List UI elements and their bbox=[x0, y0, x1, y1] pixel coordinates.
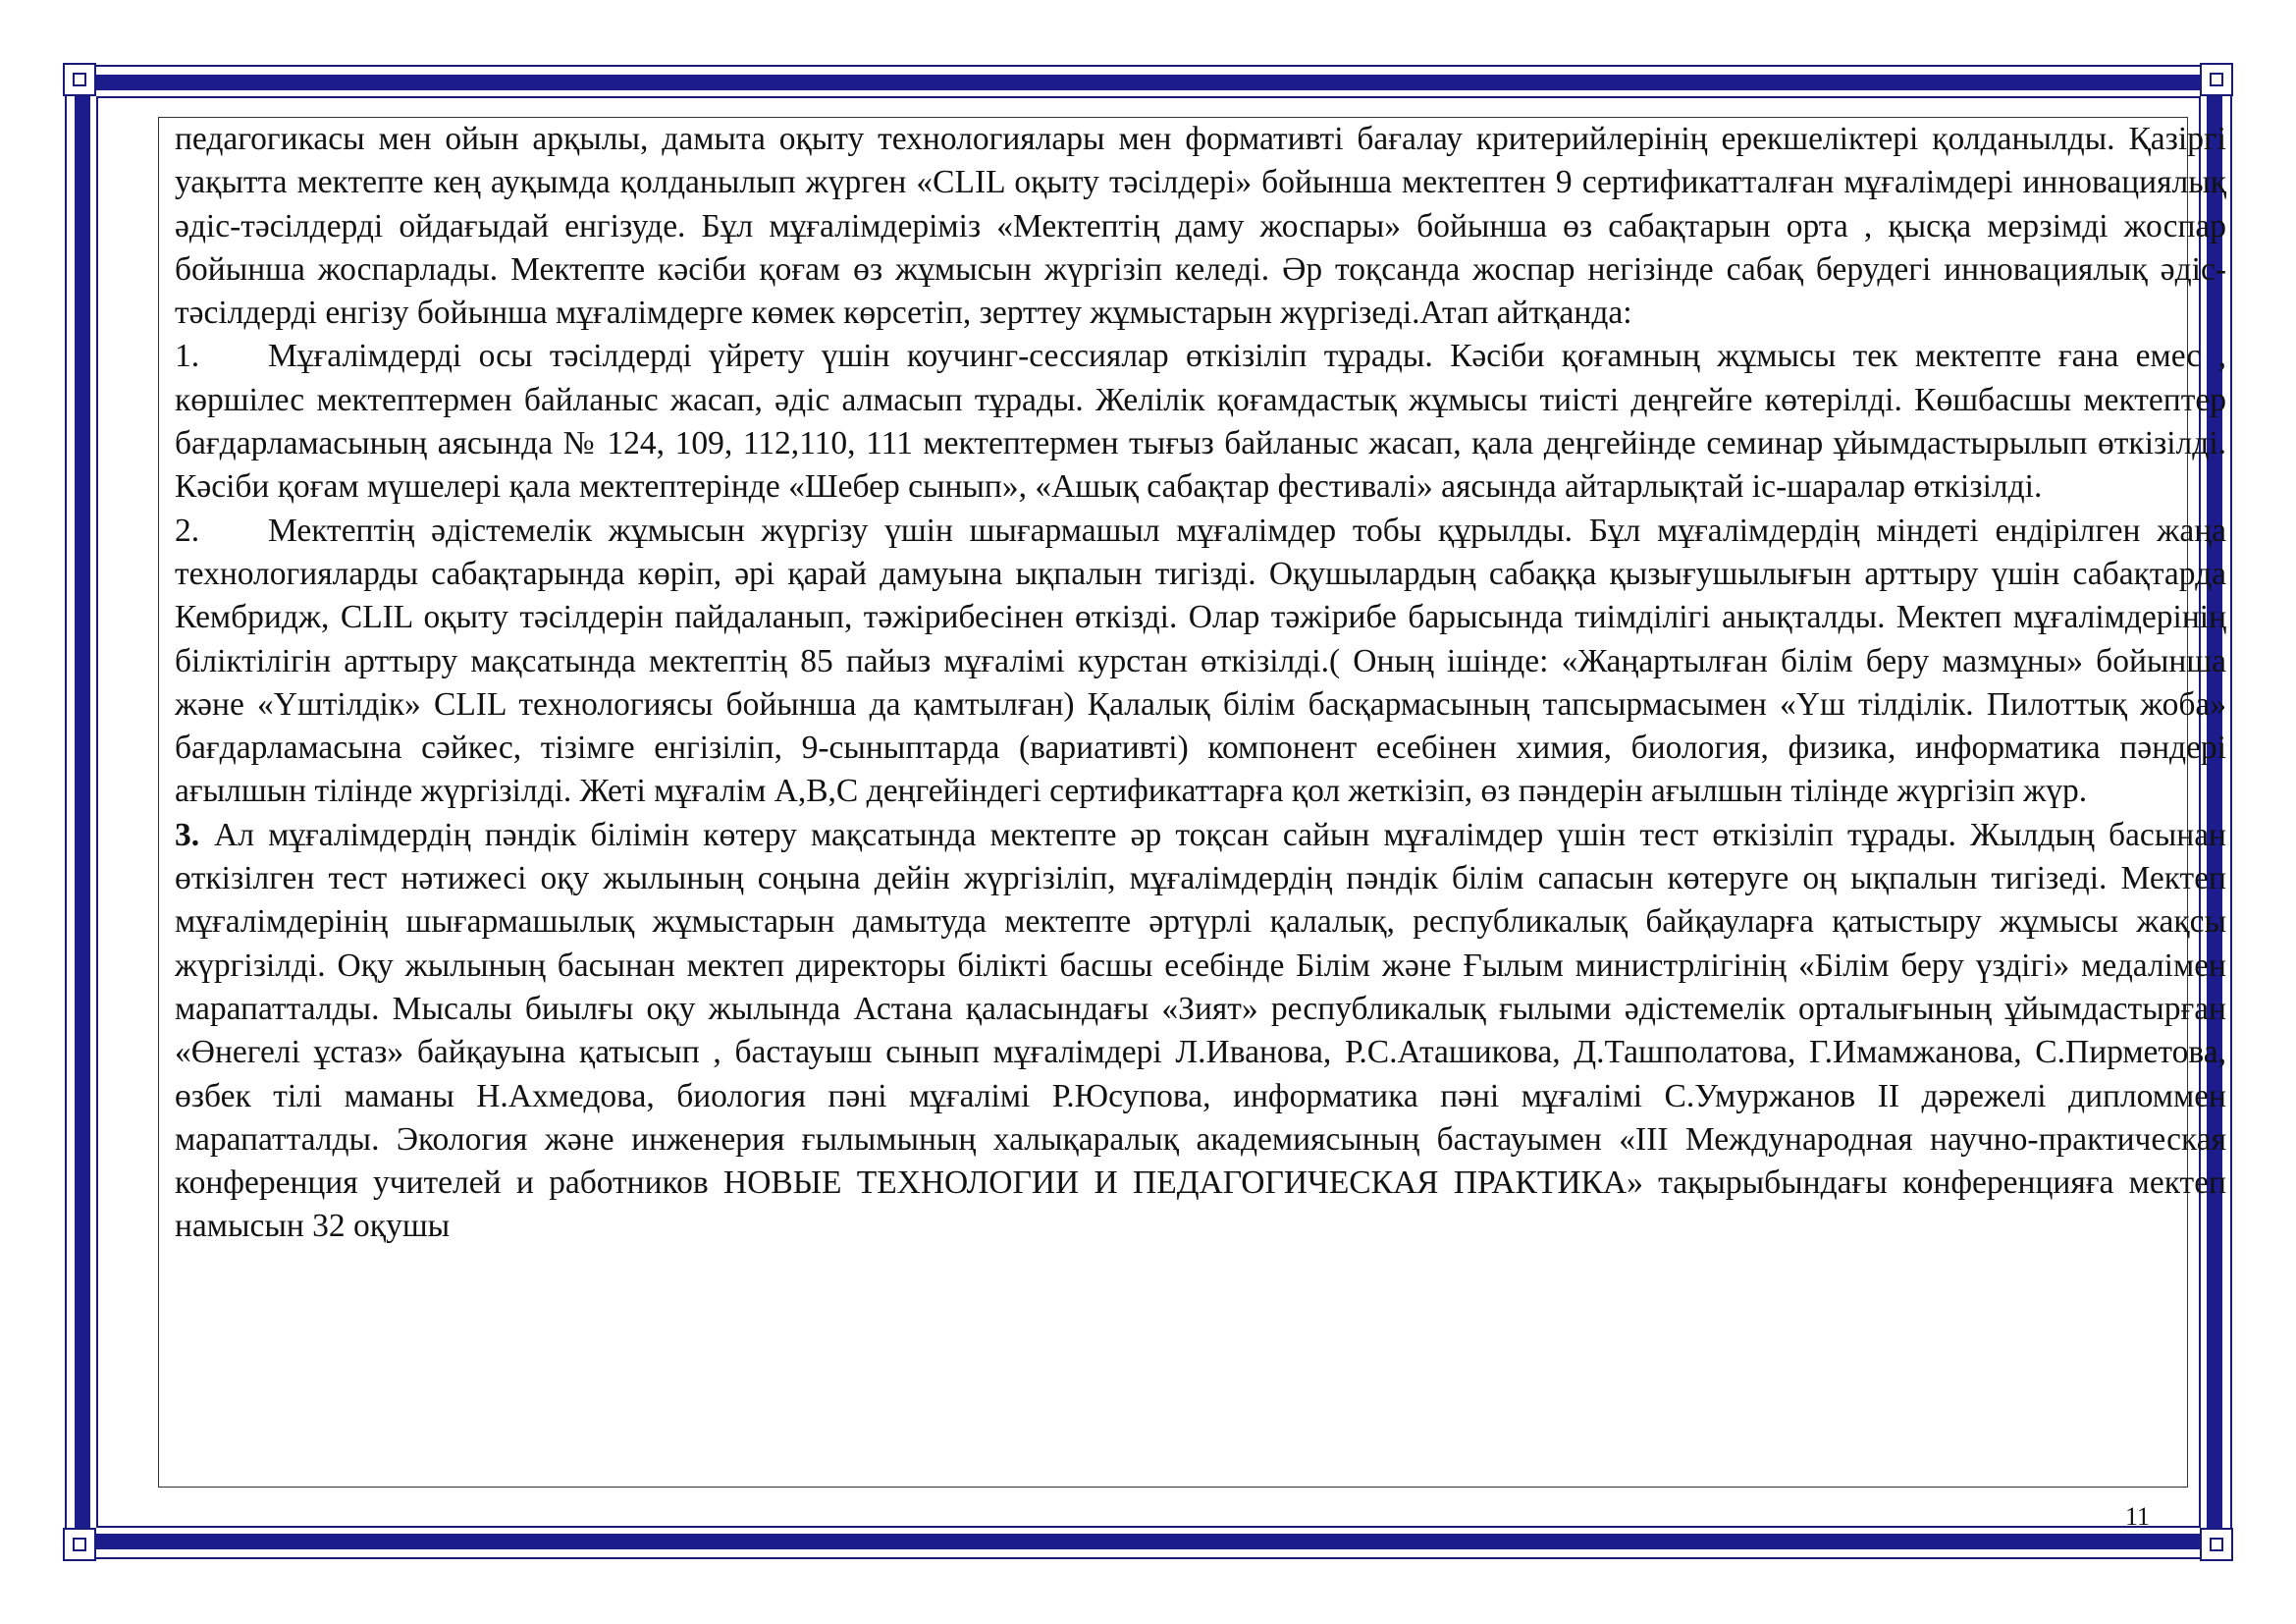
list-number-2: 2. bbox=[175, 512, 200, 549]
document-body bbox=[175, 118, 2226, 1249]
frame-corner-ornament bbox=[2200, 1528, 2233, 1561]
list-item-3 bbox=[175, 814, 2226, 1249]
frame-corner-ornament bbox=[63, 63, 96, 96]
list-item-2 bbox=[175, 510, 2226, 814]
list-item-1 bbox=[175, 335, 2226, 509]
list-text-1: Мұғалімдерді осы тәсілдерді үйрету үшін коучинг-сессиялар өткізіліп тұрады. Кәсіби қоғамның жұмысы тек мектепте ғана емес , көршілес мектептермен байланыс жасап, әдіс алмасып тұрады. Желілік қоғамдастық жұмысы тиісті деңгейге көтерілді. Көшбасшы мектептер бағдарламасының аясында № 124, 109, 112,110, 111 мектептермен тығыз байланыс жасап, қала деңгейінде семинар ұйымдастырылып өткізілді. Кәсіби қоғам мүшелері қала мектептерінде «Шебер сынып», «Ашық сабақтар фестивалі» аясында айтарлықтай іс-шаралар өткізілді. bbox=[175, 338, 2226, 506]
list-text-3: Ал мұғалімдердің пәндік білімін көтеру мақсатында мектепте әр тоқсан сайын мұғалімдер үшін тест өткізіліп тұрады. Жылдың басынан өткізілген тест нәтижесі оқу жылының соңына дейін жүргізіліп, мұғалімдердің пәндік білім сапасын көтеруге оң ықпалын тигізеді. Мектеп мұғалімдерінің шығармашылық жұмыстарын дамытуда мектепте әртүрлі қалалық, республикалық байқауларға қатыстыру жұмысы жақсы жүргізілді. Оқу жылының басынан мектеп директоры білікті басшы есебінде Білім және Ғылым министрлігінің «Білім беру үздігі» медалімен марапатталды. Мысалы биылғы оқу жылында Астана қаласындағы «Зият» республикалық ғылыми әдістемелік орталығының ұйымдастырған «Өнегелі ұстаз» байқауына қатысып , бастауыш сынып мұғалімдері Л.Иванова, Р.С.Аташикова, Д.Ташполатова, Г.Имамжанова, С.Пирметова, өзбек тілі маманы Н.Ахмедова, биология пәні мұғалімі Р.Юсупова, информатика пәні мұғалімі С.Умуржанов ІІ дәрежелі дипломмен марапатталды. Экология және инженерия ғылымының халықаралық академиясының бастауымен «III Международная научно-практическая конференция учителей и работников НОВЫЕ ТЕХНОЛОГИИ И ПЕДАГОГИЧЕСКАЯ ПРАКТИКА» тақырыбындағы конференцияға мектеп намысын 32 оқушы bbox=[175, 816, 2226, 1245]
intro-paragraph: педагогикасы мен ойын арқылы, дамыта оқыту технологиялары мен формативті бағалау критерийлерінің ерекшеліктері қолданылды. Қазіргі уақытта мектепте кең ауқымда қолданылып жүрген «CLIL оқыту тәсілдері» бойынша мектептен 9 сертификатталған мұғалімдері инновациялық әдіс-тәсілдерді ойдағыдай енгізуде. Бұл мұғалімдеріміз «Мектептің даму жоспары» бойынша өз сабақтарын орта , қысқа мерзімді жоспар бойынша жоспарлады. Мектепте кәсіби қоғам өз жұмысын жүргізіп келеді. Әр тоқсанда жоспар негізінде сабақ берудегі инновациялық әдіс-тәсілдерді енгізу бойынша мұғалімдерге көмек көрсетіп, зерттеу жұмыстарын жүргізеді.Атап айтқанда: bbox=[175, 121, 2226, 332]
list-text-2: Мектептің әдістемелік жұмысын жүргізу үшін шығармашыл мұғалімдер тобы құрылды. Бұл мұғалімдердің міндеті ендірілген жаңа технологияларды сабақтарында көріп, әрі қарай дамуына ықпалын тигізді. Оқушылардың сабаққа қызығушылығын арттыру үшін сабақтарда Кембридж, CLIL оқыту тәсілдерін пайдаланып, тәжірибесінен өткізді. Олар тәжірибе барысында тиімділігі анықталды. Мектеп мұғалімдерінің біліктілігін арттыру мақсатында мектептің 85 пайыз мұғалімі курстан өткізілді.( Оның ішінде: «Жаңартылған білім беру мазмұны» бойынша және «Үштілдік» CLIL технологиясы бойынша да қамтылған) Қалалық білім басқармасының тапсырмасымен «Үш тілділік. Пилоттық жоба» бағдарламасына сәйкес, тізімге енгізіліп, 9-сыныптарда (вариативті) компонент есебінен химия, биология, физика, информатика пәндері ағылшын тілінде жүргізілді. Жеті мұғалім А,В,С деңгейіндегі сертификаттарға қол жеткізіп, өз пәндерін ағылшын тілінде жүргізіп жүр. bbox=[175, 512, 2226, 810]
list-number-1: 1. bbox=[175, 338, 200, 375]
frame-corner-ornament bbox=[2200, 63, 2233, 96]
frame-corner-ornament bbox=[63, 1528, 96, 1561]
text-box bbox=[158, 117, 2226, 1488]
page-number: 11 bbox=[2125, 1502, 2151, 1531]
list-number-3: 3. bbox=[175, 816, 200, 853]
